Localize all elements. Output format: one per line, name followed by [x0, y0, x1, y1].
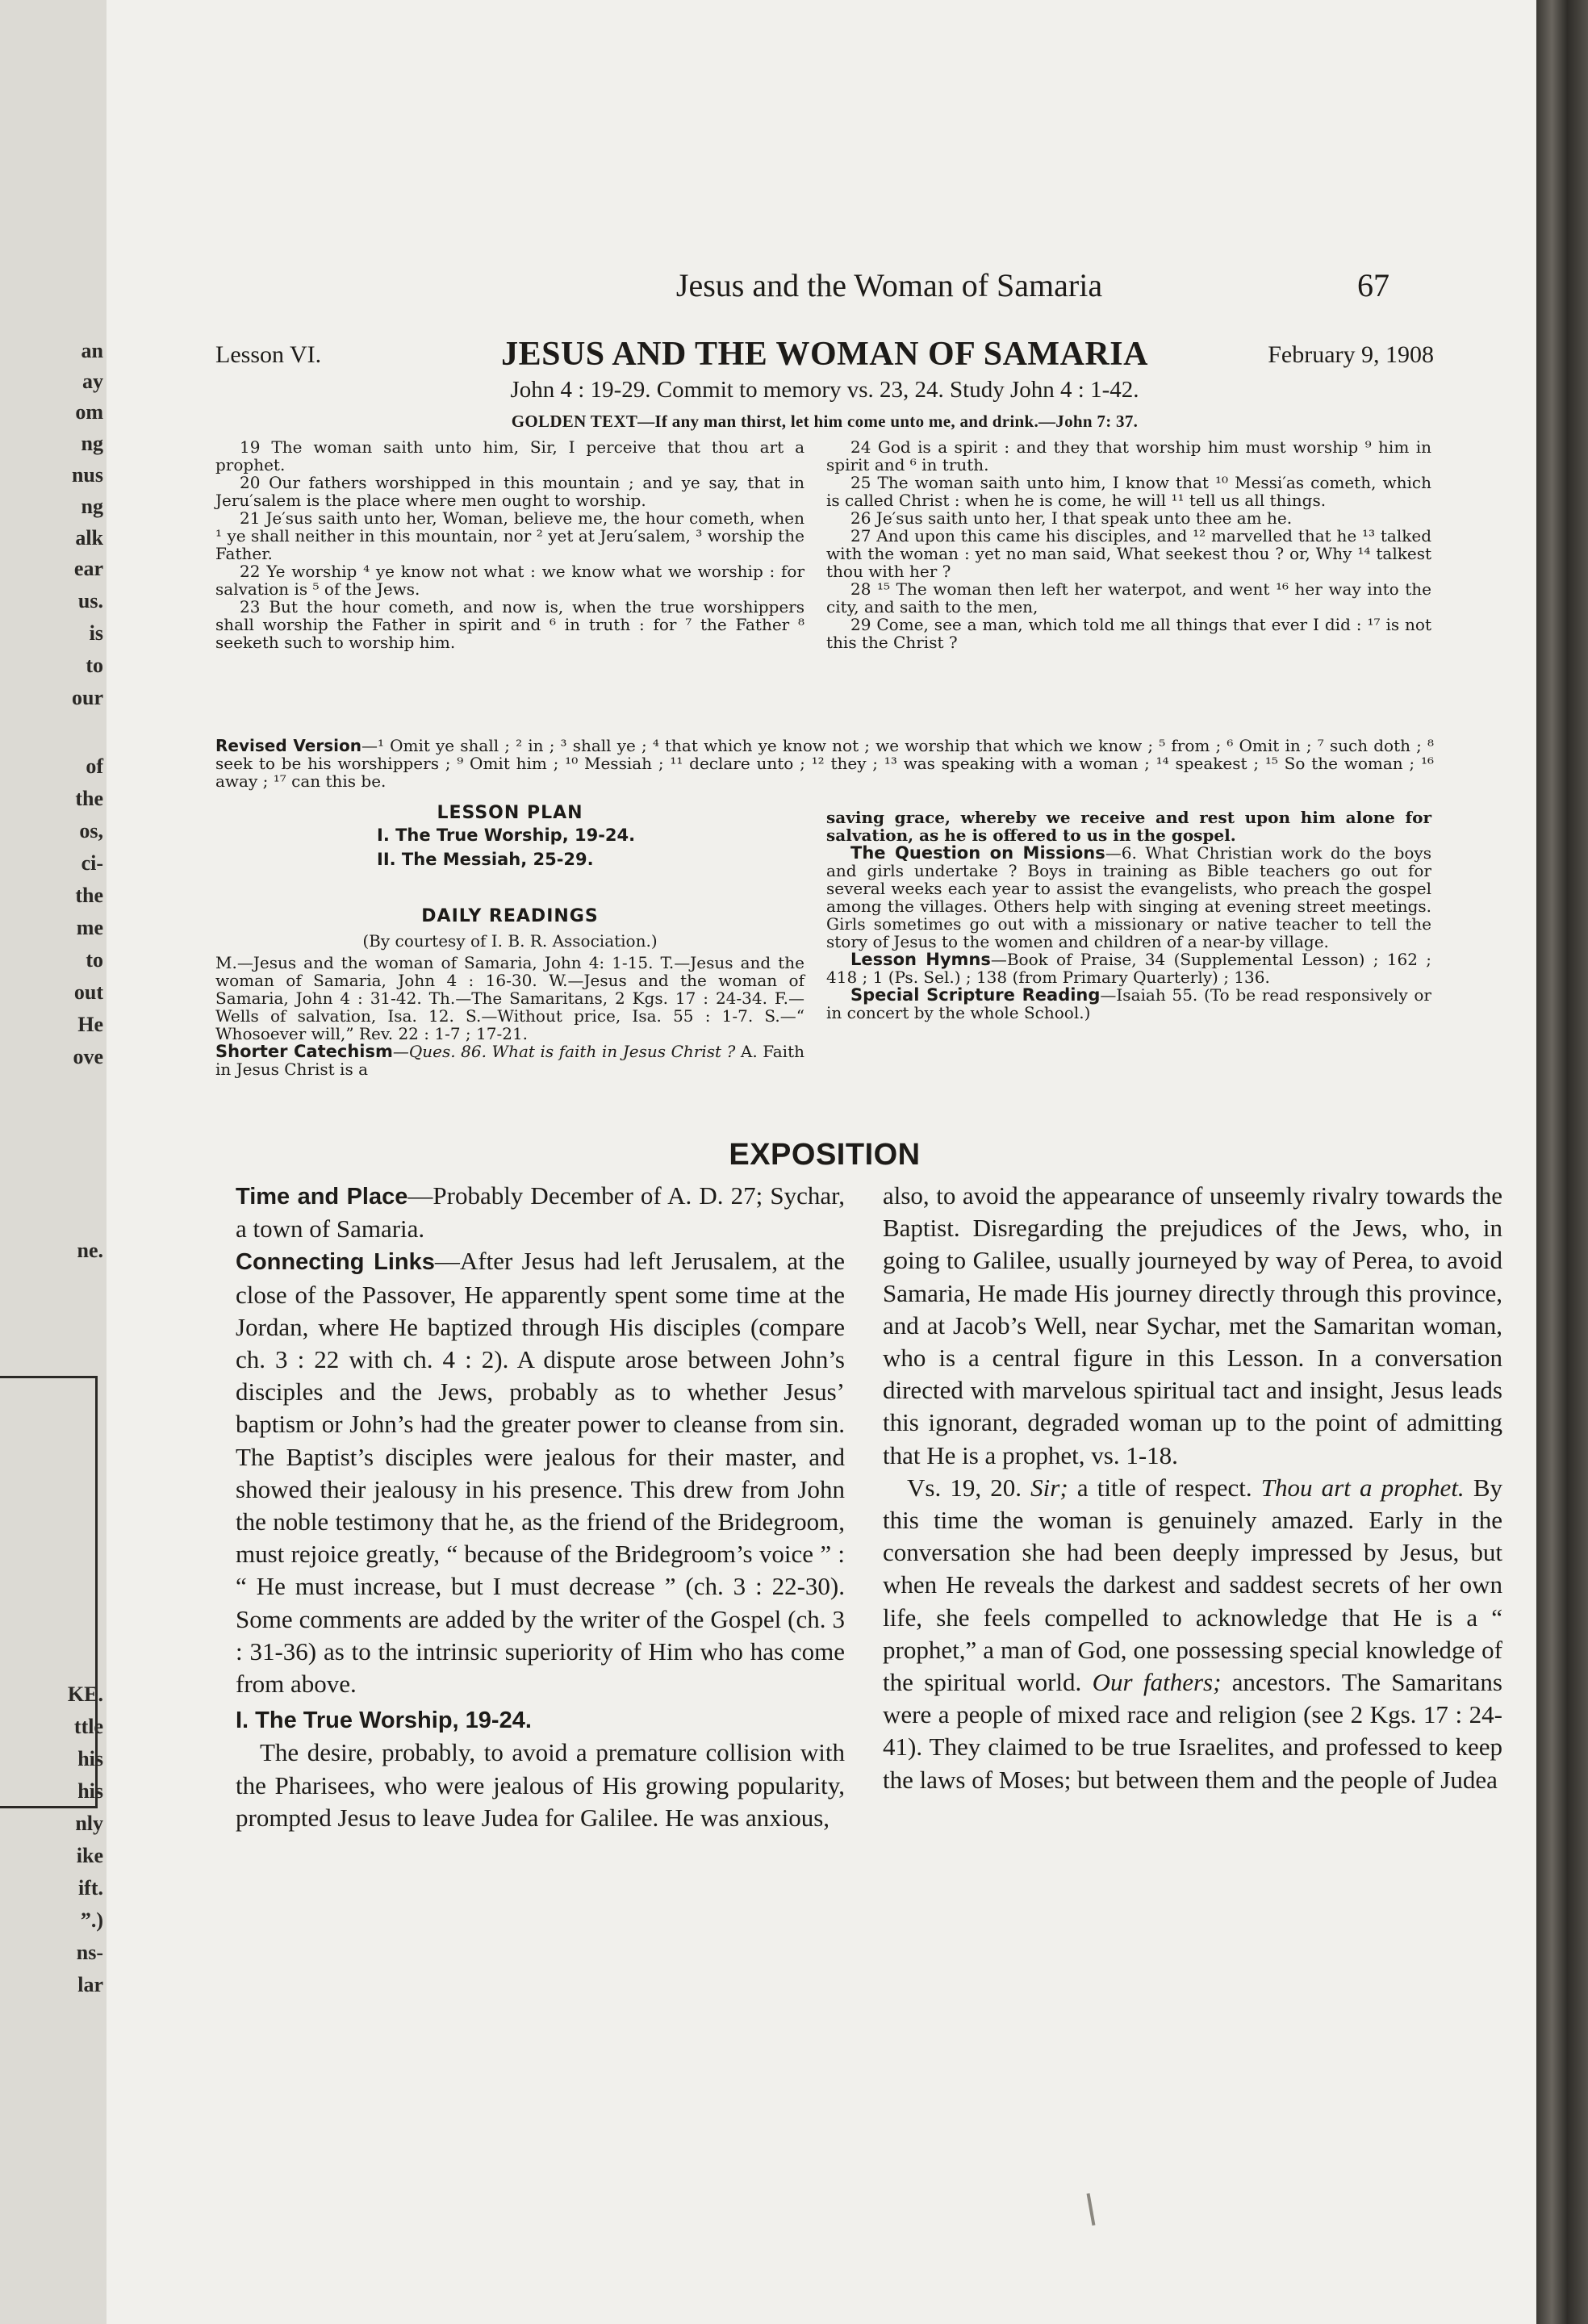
- time-place-label: Time and Place: [236, 1184, 408, 1210]
- section-heading-text: I. The True Worship, 19-24.: [236, 1707, 532, 1734]
- facing-page-fragment: ove: [73, 1045, 103, 1068]
- scripture-verse: 28 ¹⁵ The woman then left her waterpot, and went ¹⁶ her way into the city, and saith to the men,: [826, 579, 1431, 617]
- facing-page-fragment: us.: [77, 589, 103, 612]
- scripture-verse: 22 Ye worship ⁴ ye know not what : we know what we worship : for salvation is ⁵ of the Jews.: [215, 562, 804, 599]
- facing-page-fragment: ear: [73, 557, 103, 580]
- term-prophet: Thou art a prophet.: [1260, 1473, 1465, 1502]
- facing-page-fragment: ng: [81, 495, 103, 518]
- facing-page-fragment: his: [77, 1779, 103, 1803]
- exposition-left-column: [236, 1180, 845, 1834]
- sir-text: a title of respect.: [1068, 1473, 1261, 1502]
- running-head-title: Jesus and the Woman of Samaria: [675, 267, 1103, 303]
- facing-page-fragment: to: [86, 948, 103, 972]
- golden-text: GOLDEN TEXT—If any man thirst, let him come unto me, and drink.—John 7: 37.: [511, 412, 1139, 431]
- special-scripture: [826, 986, 1431, 1022]
- links-label: Connecting Links: [236, 1249, 435, 1276]
- links-text: —After Jesus had left Jerusalem, at the close of the Passover, He apparently spent some time at the Jordan, where He baptized through His disciples (compare ch. 3 : 22 with ch. 4 : 2). A dispute arose between John’s disciples and the Jews, probably as to whether Jesus’ baptism or John’s had the greater power to cleanse from sin. The Baptist’s disciples were jealous for their master, and showed their jealousy in his presence. This drew from John the noble testimony that he, as the friend of the Bridegroom, must rejoice greatly, “ because of the Bridegroom’s voice ” : “ He must increase, but I must decrease ” (ch. 3 : 22-30). Some comments are added by the writer of the Gospel (ch. 3 : 31-36) as to the intrinsic superiority of Him who has come from above.: [236, 1247, 845, 1699]
- facing-page-fragment: out: [73, 980, 103, 1004]
- facing-page-fragment: his: [77, 1747, 103, 1770]
- special-label: Special Scripture Reading: [850, 985, 1101, 1005]
- catechism-continuation: saving grace, whereby we receive and rest upon him alone for salvation, as he is offered to us in the gospel.: [826, 808, 1431, 845]
- facing-page-fragment: os,: [79, 819, 103, 842]
- scripture-verse: 25 The woman saith unto him, I know that ¹⁰ Messi′as cometh, which is called Christ : when he is come, he will ¹¹ tell us all things.: [826, 473, 1431, 510]
- lesson-plan-item: I. The True Worship, 19-24.: [377, 826, 636, 845]
- passage-reference: John 4 : 19-29. Commit to memory vs. 23, 24. Study John 4 : 1-42.: [510, 377, 1139, 403]
- lesson-date: February 9, 1908: [1268, 341, 1434, 368]
- daily-readings-list: M.—Jesus and the woman of Samaria, John 4: 1-15. T.—Jesus and the woman of Samaria, John 4 : 16-30. W.—Jesus and the woman of Samaria, John 4 : 31-42. Th.—The Samaritans, 2 Kgs. 17 : 24-34. F.—Wells of salvation, Isa. 12. S.—Without price, Isa. 55 : 1-7. S.—“ Whosoever will,” Rev. 22 : 1-7 ; 17-21.: [215, 953, 804, 1043]
- facing-page-fragment: is: [89, 621, 103, 645]
- revised-version-label: Revised Version: [215, 736, 361, 755]
- catechism-label: Shorter Catechism: [215, 1042, 393, 1061]
- facing-page-fragment: ng: [81, 432, 103, 455]
- fathers-text: ancestors. The Samaritans were a people of mixed race and religion (see 2 Kgs. 17 : 24-41). They claimed to be true Israelites, and professed to keep the laws of Moses; but between them and the people of Judea: [883, 1668, 1502, 1794]
- scripture-verse: 27 And upon this came his disciples, and ¹² marvelled that he ¹³ talked with the woman : yet no man said, What seekest thou ? or, Why ¹⁴ talkest thou with her ?: [826, 526, 1431, 581]
- facing-page-fragment: to: [86, 654, 103, 677]
- ink-mark: [1087, 2193, 1096, 2226]
- facing-page-fragment: ci-: [81, 851, 103, 875]
- scripture-left-column: [215, 438, 804, 651]
- term-fathers: Our fathers;: [1092, 1668, 1222, 1697]
- facing-page-fragment: ay: [82, 370, 103, 393]
- special-text: —Isaiah 55. (To be read responsively or in concert by the whole School.): [826, 985, 1431, 1022]
- facing-page-fragment: ttle: [73, 1715, 103, 1738]
- facing-page-fragment: of: [86, 754, 103, 778]
- facing-page-fragment: nus: [71, 463, 103, 487]
- hymns-label: Lesson Hymns: [850, 950, 991, 969]
- scripture-right-column: [826, 438, 1431, 651]
- facing-page-fragment: the: [75, 884, 103, 907]
- daily-readings-courtesy: (By courtesy of I. B. R. Association.): [362, 931, 658, 951]
- prophet-text: By this time the woman is genuinely amazed. Early in the conversation she had been deeply impressed by Jesus, but when He reveals the darkest and saddest secrets of her own life, she feels compelled to acknowledge that He is a “ prophet,” a man of God, one possessing special knowledge of the spiritual world.: [883, 1473, 1503, 1697]
- facing-page-box: [0, 1376, 98, 1808]
- exposition-heading: EXPOSITION: [729, 1138, 921, 1172]
- section-heading: [236, 1703, 845, 1737]
- catechism-question: —Ques. 86. What is faith in Jesus Christ ?: [392, 1042, 736, 1061]
- shorter-catechism: [215, 1043, 804, 1078]
- lesson-hymns: [826, 951, 1431, 986]
- time-place-text: —Probably December of A. D. 27; Sychar, a town of Samaria.: [236, 1181, 846, 1244]
- lesson-notes-right: [826, 809, 1431, 1022]
- facing-page-fragment: He: [77, 1013, 103, 1036]
- lesson-plan: [215, 803, 804, 872]
- scripture-verse: 29 Come, see a man, which told me all things that ever I did : ¹⁷ is not this the Christ ?: [826, 615, 1431, 652]
- scripture-verse: 23 But the hour cometh, and now is, when the true worshippers shall worship the Father in spirit and ⁶ in truth : for ⁷ the Father ⁸ seeketh such to worship him.: [215, 597, 804, 652]
- connecting-links: [236, 1245, 845, 1700]
- page-number: 67: [1357, 267, 1390, 303]
- lesson-number: Lesson VI.: [215, 341, 322, 368]
- daily-readings: [215, 906, 804, 1078]
- missions-text: —6. What Christian work do the boys and girls undertake ? Boys in training as Bible teachers go out for several weeks each year to assist the evangelists, who preach the gospel among the villages. Others help with singing at evening street meetings. Girls sometimes go out with a missionary or native teacher to tell the story of Jesus to the women and children of a near-by village.: [826, 843, 1431, 951]
- facing-page-fragment: ”.): [80, 1908, 103, 1932]
- facing-page-fragment: ike: [76, 1844, 103, 1867]
- revised-version-note: [215, 737, 1434, 790]
- lesson-title: JESUS AND THE WOMAN OF SAMARIA: [501, 336, 1148, 373]
- facing-page-fragment: our: [72, 686, 103, 709]
- facing-page-fragment: alk: [75, 526, 103, 550]
- facing-page-fragment: the: [75, 787, 103, 810]
- lesson-plan-heading: LESSON PLAN: [437, 803, 583, 823]
- scripture-verse: 26 Je′sus saith unto her, I that speak unto thee am he.: [850, 508, 1293, 528]
- facing-page-fragment: om: [75, 400, 103, 424]
- exposition-paragraph: The desire, probably, to avoid a premature collision with the Pharisees, who were jealous of His growing popularity, prompted Jesus to leave Judea for Galilee. He was anxious,: [236, 1738, 845, 1832]
- facing-page-fragment: lar: [77, 1973, 103, 1996]
- facing-page-fragment: nly: [75, 1812, 103, 1835]
- facing-page-fragment: ne.: [77, 1239, 103, 1262]
- catechism-answer: A. Faith in Jesus Christ is a: [215, 1042, 804, 1079]
- facing-page-fragment: KE.: [67, 1682, 103, 1706]
- scripture-verse: 19 The woman saith unto him, Sir, I perceive that thou art a prophet.: [215, 437, 804, 474]
- revised-version-text: —¹ Omit ye shall ; ² in ; ³ shall ye ; ⁴ that which ye know not ; we worship that which we know ; ⁵ from ; ⁶ Omit in ; ⁷ such doth ; ⁸ seek to be his worshippers ; ⁹ Omit him ; ¹⁰ Messiah ; ¹¹ declare unto ; ¹² they ; ¹³ was speaking with a woman ; ¹⁴ speakest ; ¹⁵ So the woman ; ¹⁶ away ; ¹⁷ can this be.: [215, 736, 1435, 791]
- missions-label: The Question on Missions: [850, 843, 1105, 863]
- facing-page-fragment: me: [76, 916, 103, 939]
- verse-commentary: [883, 1472, 1502, 1796]
- exposition-right-column: [883, 1180, 1502, 1796]
- book-page-edges: [1536, 0, 1588, 2324]
- facing-page-edge: [0, 0, 109, 2324]
- daily-readings-heading: DAILY READINGS: [421, 906, 599, 926]
- time-and-place: [236, 1180, 845, 1245]
- lesson-heading: [215, 335, 1434, 375]
- book-page: [107, 0, 1536, 2324]
- verse-label: Vs. 19, 20.: [907, 1473, 1022, 1502]
- facing-page-fragment: ift.: [77, 1876, 103, 1900]
- facing-page-fragment: ns-: [76, 1941, 103, 1964]
- facing-page-fragment: an: [81, 339, 103, 362]
- exposition-paragraph: also, to avoid the appearance of unseemly rivalry towards the Baptist. Disregarding the prejudices of the Jews, who, in going to Galilee, usually journeyed by way of Perea, to avoid Samaria, He made His journey directly through this province, and at Jacob’s Well, near Sychar, met the Samaritan woman, who is a central figure in this Lesson. In a conversation directed with marvelous spiritual tact and insight, Jesus leads this ignorant, degraded woman up to the point of admitting that He is a prophet, vs. 1-18.: [883, 1181, 1502, 1469]
- term-sir: Sir;: [1030, 1473, 1068, 1502]
- scripture-verse: 24 God is a spirit : and they that worship him must worship ⁹ him in spirit and ⁶ in truth.: [826, 437, 1431, 474]
- scripture-verse: 21 Je′sus saith unto her, Woman, believe me, the hour cometh, when ¹ ye shall neither in this mountain, nor ² yet at Jeru′salem, ³ worship the Father.: [215, 508, 804, 563]
- missions-question: [826, 844, 1431, 951]
- hymns-text: —Book of Praise, 34 (Supplemental Lesson) ; 162 ; 418 ; 1 (Ps. Sel.) ; 138 (from Primary Quarterly) ; 136.: [826, 950, 1431, 987]
- scripture-verse: 20 Our fathers worshipped in this mountain ; and ye say, that in Jeru′salem is the place where men ought to worship.: [215, 473, 804, 510]
- lesson-plan-item: II. The Messiah, 25-29.: [377, 850, 594, 869]
